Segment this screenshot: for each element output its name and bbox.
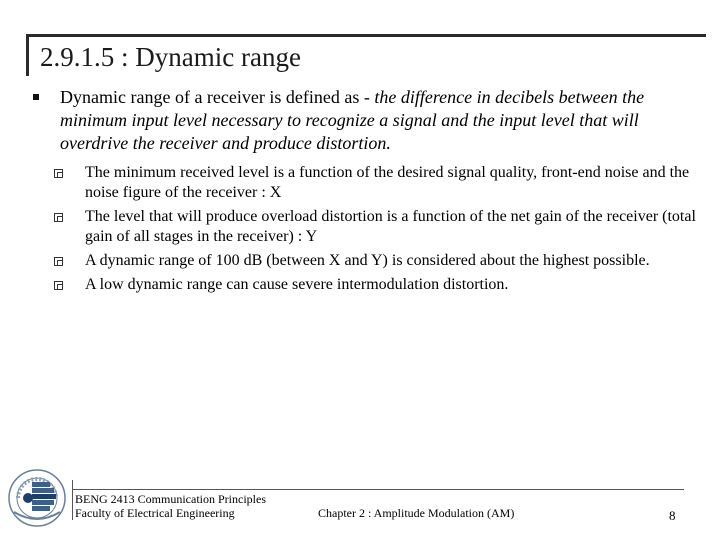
main-bullet-point [30,86,702,155]
page-title: 2.9.1.5 : Dynamic range [40,42,301,72]
title-accent-horizontal [26,34,706,37]
footer-course-info [75,492,266,520]
box-bullet-icon [54,213,63,222]
list-item [85,275,702,295]
slide-content [30,86,702,299]
list-item [85,163,702,203]
list-item [85,251,702,271]
box-bullet-icon [54,257,63,266]
title-accent-vertical [26,34,29,76]
main-point-definition: the difference in decibels between the minimum input level necessary to recognize a signal and the input level that will overdrive the receiver and produce distortion. [60,87,645,153]
footer-divider [72,489,684,490]
list-item-text: A low dynamic range can cause severe intermodulation distortion. [85,276,509,293]
footer-faculty: Faculty of Electrical Engineering [75,506,235,520]
page-number: 8 [669,508,676,523]
box-bullet-icon [54,169,63,178]
list-item-text: The level that will produce overload distortion is a function of the net gain of the receiver (total gain of all stages in the receiver) : Y [85,208,696,245]
list-item-text: The minimum received level is a function of the desired signal quality, front-end noise and the noise figure of the receiver : X [85,164,690,201]
university-seal-icon [6,468,68,528]
footer-course: BENG 2413 Communication Principles [75,492,266,506]
list-item-text: A dynamic range of 100 dB (between X and Y) is considered about the highest possible. [85,252,650,269]
sub-bullet-list [30,163,702,295]
box-bullet-icon [54,281,63,290]
list-item [85,207,702,247]
square-bullet-icon [33,94,39,100]
main-point-lead: Dynamic range of a receiver is defined as - [60,87,375,107]
footer-chapter: Chapter 2 : Amplitude Modulation (AM) [318,506,515,520]
footer-divider-vertical [72,480,73,520]
